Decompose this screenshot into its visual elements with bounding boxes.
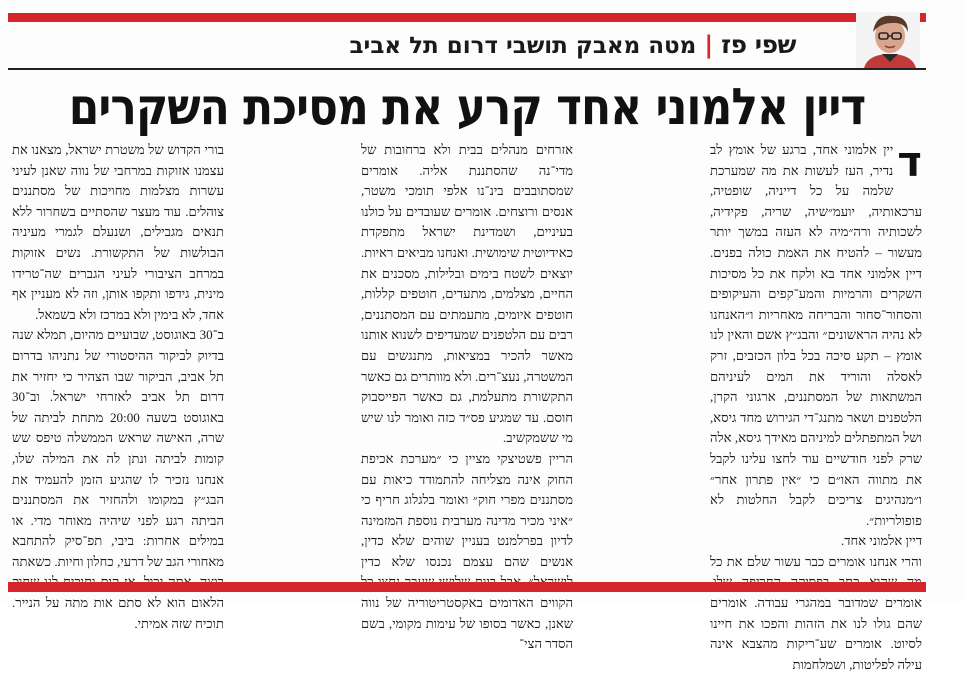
paragraph: אזרחים מנהלים בבית ולא ברחובות של מדי־נה שהסתננת אליה. אומרים שמסתובבים בינ־נו אלפי תומכי משטר, אנסים ורוצחים. אומרים שעובדים על כולנו בעיניים, ושמדינת ישראל מתפקדת כאידיוטית שימושית. ואנחנו מביאים ראיות. יוצאים לשטח בימים ובלילות, מסכנים את החיים, מצלמים, מתעדים, חוטפים קללות, חוטפים איומים, מתעמתים עם המסתננים, רבים עם הלטפנים שמעדיפים לשנוא אותנו מאשר להכיר במציאות, מתנגשים עם המשטרה, נעצ־רים. ולא מוותרים גם כאשר התקשורת מתעלמת, גם כאשר הפייסבוק חוסם. עד שמגיע פס״ד כזה ואומר לנו שיש מי ששמקשיב. bbox=[361, 142, 573, 446]
drop-cap: ד bbox=[897, 137, 922, 186]
byline-divider bbox=[8, 68, 926, 70]
bottom-accent-bar bbox=[8, 582, 926, 592]
article-column-1 bbox=[710, 137, 922, 672]
paragraph: הריין פשטיצקי מציין כי ״מערכת אכיפת החוק אינה מצליחה להתמודד כיאות עם מסתננים מפרי חוק״ ואומר בלגלוג חריף כי ״איני מכיר מדינה מערבית נוספת המזמינה לדיון בפרלמנט בעניין שוהים שלא כדין, אנשים שהם עצמם נכנסו שלא כדין הקווים האדומים באקסטריטוריה של נווה שאנן, כאשר בסופו של עימות מקומי, בשם הסדר הצי־ bbox=[361, 450, 573, 652]
headline: דיין אלמוני אחד קרע את מסיכת השקרים bbox=[68, 78, 866, 137]
paragraph: דיין אלמוני אחד. bbox=[840, 533, 922, 549]
byline bbox=[350, 30, 796, 59]
paragraph: בורי הקדוש של משטרת ישראל, מצאנו את עצמנו אזוקות במרחבי של נווה שאנן לעיני עשרות מצלמות מחויכות של מסתננים צוהלים. עוד מעצר שהסתיים בשחרור ללא תנאים מגבילים, ושנעלם לגמרי מעיניה הבולשות של התקשורת. נשים אזוקות במרחב הציבורי לעיני הגברים שה־טרידו מינית, גידפו ותקפו אותן, וזה לא מעניין אף אחד, לא בימין ולא במרכז ולא בשמאל. bbox=[12, 142, 224, 322]
author-role: מטה מאבק תושבי דרום תל אביב bbox=[349, 33, 697, 59]
author-photo bbox=[856, 12, 920, 68]
paragraph: ב־30 באוגוסט, שבועיים מהיום, תמלא שנה בדיוק לביקור ההיסטורי של נתניהו בדרום תל אביב, הביקור שבו הצהיר כי יחזיר את דרום תל אביב לאזרחי ישראל. וב־30 באוגוסט בשעה 20:00 מתחת לביתה של שרה, האישה שראש הממשלה טיפס שש קומות לביתה ונתן לה את המילה שלו, אנחנו נזכיר לו שהגיע הזמן להעמיד את הבג״ץ במקומו ולהחזיר את המסתננים הביתה רגע לפני שיהיה מאוחר מדי. או במילים אחרות: ביבי, תפ־סיק להתחבא מאחורי הגב של דרעי, כחלון וחיות. כשאתה הלאום הוא לא סתם אות מתה על הנייר. תוכיח שזה אמיתי. bbox=[12, 327, 224, 631]
paragraph: יין אלמוני אחד, ברגע של אומץ לב נדיר, העז לעשות את מה שמערכת שלמה על כל דייניה, שופטיה, ערכאותיה, יועמ״שיה, שריה, פקידיה, לשכותיה ורה״מיה לא העזה במשך יותר מעשור – להטיח את האמת כולה בפנים. דיין אלמוני אחד בא ולקח את כל מסיכות השקרים והרמיות והמע־קפים והעיקופים והסחור־סחור והבריחה מאחריות ו״האנחנו לא נהיה הראשונים״ והבג״ץ אשם והאין לנו אומץ – תקע סיכה בכל בלון הכזבים, זרק לאסלה והוריד את המים לעיניהם המשתאות של המסתננים, ארגוני הקרן, הלטפנים ושאר מתנג־די הגירוש מחד גיסא, ושל המתפתלים למיניהם מאידך גיסא, אלה שרק לפני חודשיים עוד לחצו עלינו לקבל את מתווה האו״ם כי ״אין פתרון אחר״ ו״מנהיגים צריכים לקבל החלטות לא פופולריות״. bbox=[710, 142, 922, 528]
paragraph: והרי אנחנו אומרים כבר עשור שלם את כל אומרים שמדובר במהגרי עבודה. אומרים שהם גולו לנו את הזהות והפכו את חיינו לסיוט. אומרים שע־ריקות מהצבא אינה עילה לפליטות, ושמלחמות bbox=[710, 553, 922, 672]
byline-separator: | bbox=[704, 31, 714, 59]
top-accent-bar bbox=[8, 13, 926, 22]
article-column-3 bbox=[12, 140, 224, 631]
article-body bbox=[12, 137, 922, 672]
article-column-2 bbox=[361, 140, 573, 652]
author-name: שפי פז bbox=[721, 30, 796, 59]
byline-row bbox=[8, 24, 926, 68]
